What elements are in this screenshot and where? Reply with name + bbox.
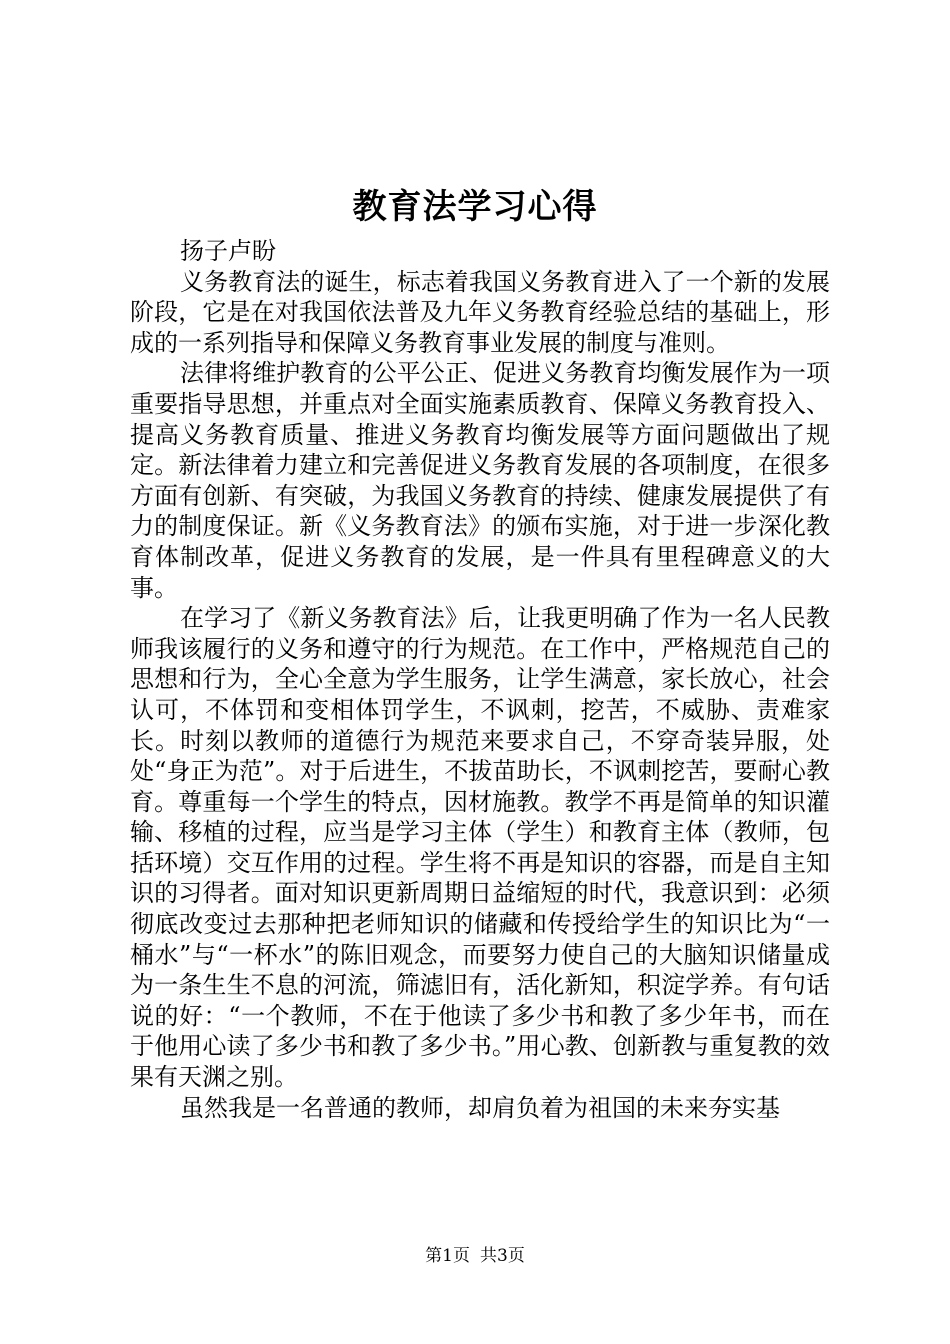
paragraph-4: 虽然我是一名普通的教师，却肩负着为祖国的未来夯实基 [180,1093,780,1122]
page-number: 第1页 [425,1246,470,1266]
document-title: 教育法学习心得 [352,187,598,227]
paragraph-1: 义务教育法的诞生，标志着我国义务教育进入了一个新的发展阶段，它是在对我国依法普及九年义务教育经验总结的基础上，形成的一系列指导和保障义务教育事业发展的制度与准则。 [130,267,830,357]
document-body [130,236,830,1123]
page-footer [0,1245,950,1267]
paragraph-2: 法律将维护教育的公平公正、促进义务教育均衡发展作为一项重要指导思想，并重点对全面实施素质教育、保障义务教育投入、提高义务教育质量、推进义务教育均衡发展等方面问题做出了规定。新法律着力建立和完善促进义务教育发展的各项制度，在很多方面有创新、有突破，为我国义务教育的持续、健康发展提供了有力的制度保证。新《义务教育法》的颁布实施，对于进一步深化教育体制改革，促进义务教育的发展，是一件具有里程碑意义的大事。 [130,359,830,602]
page-total: 共3页 [480,1246,525,1266]
author-line: 扬子卢盼 [180,237,276,265]
paragraph-3: 在学习了《新义务教育法》后，让我更明确了作为一名人民教师我该履行的义务和遵守的行为规范。在工作中，严格规范自己的思想和行为，全心全意为学生服务，让学生满意，家长放心，社会认可，不体罚和变相体罚学生，不讽刺，挖苦，不威胁、责难家长。时刻以教师的道德行为规范来要求自己，不穿奇装异服，处处“身正为范”。对于后进生，不拔苗助长，不讽刺挖苦，要耐心教育。尊重每一个学生的特点，因材施教。教学不再是简单的知识灌输、移植的过程，应当是学习主体（学生）和教育主体（教师，包括环境）交互作用的过程。学生将不再是知识的容器，而是自主知识的习得者。面对知识更新周期日益缩短的时代，我意识到：必须彻底改变过去那种把老师知识的储藏和传授给学生的知识比为“一桶水”与“一杯水”的陈旧观念，而要努力使自己的大脑知识储量成为一条生生不息的河流，筛滤旧有，活化新知，积淀学养。有句话说的好：“一个教师，不在于他读了多少书和教了多少年书，而在于他用心读了多少书和教了多少书。”用心教、创新教与重复教的效果有天渊之别。 [130,604,830,1092]
